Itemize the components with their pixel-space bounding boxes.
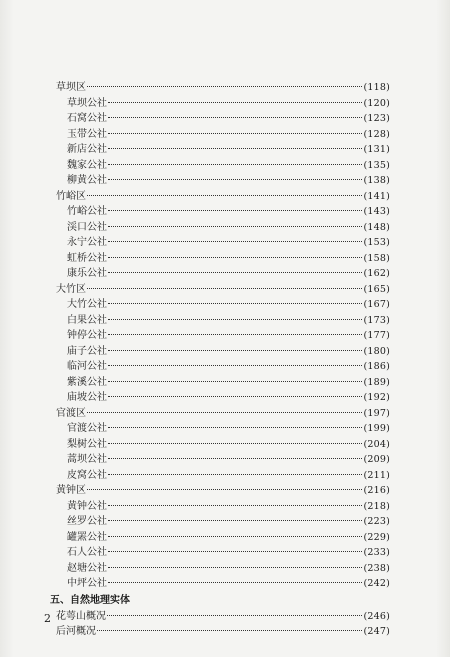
toc-entry-page: (218) bbox=[363, 500, 390, 512]
toc-entry bbox=[50, 189, 390, 205]
toc-entry-page: (233) bbox=[363, 547, 390, 558]
leader-dots bbox=[107, 615, 362, 616]
toc-entry bbox=[50, 468, 390, 484]
toc-entry-page: (199) bbox=[363, 423, 390, 434]
toc-entry bbox=[50, 266, 390, 282]
toc-entry-label: 中坪公社 bbox=[67, 578, 107, 589]
leader-dots bbox=[108, 226, 362, 227]
toc-entry-label: 永宁公社 bbox=[67, 237, 107, 248]
leader-dots bbox=[108, 303, 362, 304]
toc-entry bbox=[50, 313, 390, 329]
toc-entry-label: 白果公社 bbox=[67, 314, 107, 326]
toc-entry-label: 石人公社 bbox=[67, 547, 107, 558]
toc-entry bbox=[50, 530, 390, 546]
toc-entry-label: 庙坡公社 bbox=[67, 392, 107, 403]
toc-entry-label: 草坝区 bbox=[56, 82, 86, 93]
toc-entry bbox=[50, 80, 390, 96]
page-number: 2 bbox=[44, 612, 51, 625]
toc-entry bbox=[50, 421, 390, 437]
toc-entry-label: 花萼山概况 bbox=[56, 610, 106, 622]
toc-entry-label: 钟停公社 bbox=[67, 330, 107, 341]
toc-entry-page: (223) bbox=[363, 516, 390, 527]
leader-dots bbox=[108, 536, 362, 537]
toc-entry bbox=[50, 158, 390, 174]
toc-entry bbox=[50, 375, 390, 391]
toc-entry bbox=[50, 452, 390, 468]
toc-entry-label: 蒿坝公社 bbox=[67, 454, 107, 465]
toc-entry-label: 新店公社 bbox=[67, 144, 107, 155]
toc-entry-page: (148) bbox=[363, 221, 390, 233]
leader-dots bbox=[108, 102, 362, 103]
toc-entry-page: (138) bbox=[363, 175, 390, 186]
toc-entry-label: 柳黄公社 bbox=[67, 175, 107, 186]
toc-entry-page: (209) bbox=[363, 454, 390, 465]
toc-entry bbox=[50, 624, 390, 640]
leader-dots bbox=[108, 319, 362, 320]
leader-dots bbox=[108, 272, 362, 273]
leader-dots bbox=[108, 474, 362, 475]
toc-entry-page: (229) bbox=[363, 531, 390, 543]
toc-entry-label: 渓口公社 bbox=[67, 221, 107, 233]
toc-entry-page: (189) bbox=[363, 376, 390, 388]
leader-dots bbox=[108, 257, 362, 258]
leader-dots bbox=[108, 443, 362, 444]
toc-entry bbox=[50, 576, 390, 592]
toc-entry bbox=[50, 514, 390, 530]
toc-entry bbox=[50, 173, 390, 189]
toc-entry-page: (197) bbox=[363, 407, 390, 419]
toc-entry bbox=[50, 142, 390, 158]
toc-entries bbox=[50, 80, 390, 592]
toc-entry-label: 庙子公社 bbox=[67, 345, 107, 357]
table-of-contents bbox=[50, 80, 390, 640]
toc-entry-page: (162) bbox=[363, 268, 390, 279]
toc-entry bbox=[50, 111, 390, 127]
toc-entry bbox=[50, 483, 390, 499]
toc-entry-page: (242) bbox=[363, 578, 390, 589]
toc-entry bbox=[50, 204, 390, 220]
toc-entry-page: (177) bbox=[363, 330, 390, 341]
leader-dots bbox=[87, 412, 362, 413]
toc-entry-page: (153) bbox=[363, 237, 390, 248]
toc-entry-label: 紫溪公社 bbox=[67, 376, 107, 388]
leader-dots bbox=[108, 505, 362, 506]
toc-entry-page: (165) bbox=[363, 283, 390, 295]
toc-entry-page: (135) bbox=[363, 159, 390, 171]
toc-entry-label: 黄钟区 bbox=[56, 485, 86, 496]
toc-entry bbox=[50, 251, 390, 267]
section-entries bbox=[50, 609, 390, 640]
toc-entry-label: 虹桥公社 bbox=[67, 252, 107, 264]
leader-dots bbox=[108, 365, 362, 366]
leader-dots bbox=[108, 458, 362, 459]
section-heading: 五、自然地理实体 bbox=[50, 594, 130, 606]
leader-dots bbox=[108, 350, 362, 351]
toc-entry bbox=[50, 390, 390, 406]
toc-entry bbox=[50, 282, 390, 298]
toc-entry-page: (192) bbox=[363, 392, 390, 403]
toc-entry-page: (123) bbox=[363, 113, 390, 124]
toc-entry-page: (180) bbox=[363, 345, 390, 357]
leader-dots bbox=[108, 381, 362, 382]
leader-dots bbox=[108, 241, 362, 242]
toc-entry-page: (173) bbox=[363, 314, 390, 326]
toc-entry bbox=[50, 609, 390, 625]
toc-entry bbox=[50, 545, 390, 561]
toc-entry bbox=[50, 127, 390, 143]
toc-entry-label: 赵塘公社 bbox=[67, 562, 107, 574]
leader-dots bbox=[87, 195, 362, 196]
toc-entry-label: 玉带公社 bbox=[67, 128, 107, 140]
toc-entry bbox=[50, 235, 390, 251]
toc-entry-label: 临河公社 bbox=[67, 361, 107, 372]
toc-entry-label: 大竹区 bbox=[56, 283, 86, 295]
toc-entry-page: (247) bbox=[363, 626, 390, 637]
toc-entry-label: 康乐公社 bbox=[67, 268, 107, 279]
leader-dots bbox=[108, 164, 362, 165]
leader-dots bbox=[87, 288, 362, 289]
toc-entry bbox=[50, 499, 390, 515]
toc-entry-page: (118) bbox=[363, 82, 390, 93]
toc-entry-page: (120) bbox=[363, 97, 390, 109]
toc-entry bbox=[50, 328, 390, 344]
leader-dots bbox=[97, 630, 362, 631]
leader-dots bbox=[108, 396, 362, 397]
toc-entry bbox=[50, 437, 390, 453]
toc-entry-page: (167) bbox=[363, 299, 390, 310]
leader-dots bbox=[108, 582, 362, 583]
toc-entry-page: (143) bbox=[363, 206, 390, 217]
toc-entry-page: (158) bbox=[363, 252, 390, 264]
leader-dots bbox=[108, 551, 362, 552]
toc-entry-label: 黄钟公社 bbox=[67, 500, 107, 512]
leader-dots bbox=[108, 133, 362, 134]
toc-entry bbox=[50, 406, 390, 422]
toc-entry-page: (131) bbox=[363, 144, 390, 155]
toc-entry-label: 草坝公社 bbox=[67, 97, 107, 109]
toc-entry-label: 石窝公社 bbox=[67, 113, 107, 124]
toc-entry bbox=[50, 96, 390, 112]
toc-entry bbox=[50, 220, 390, 236]
toc-entry-label: 魏家公社 bbox=[67, 159, 107, 171]
toc-entry-page: (128) bbox=[363, 128, 390, 140]
leader-dots bbox=[108, 520, 362, 521]
toc-entry bbox=[50, 359, 390, 375]
leader-dots bbox=[87, 86, 362, 87]
leader-dots bbox=[108, 117, 362, 118]
leader-dots bbox=[108, 334, 362, 335]
toc-entry-page: (211) bbox=[363, 469, 390, 481]
toc-entry-label: 皮窝公社 bbox=[67, 469, 107, 481]
leader-dots bbox=[108, 567, 362, 568]
toc-entry-label: 竹峪区 bbox=[56, 190, 86, 202]
toc-entry-label: 罐罴公社 bbox=[67, 531, 107, 543]
leader-dots bbox=[108, 427, 362, 428]
toc-entry-page: (238) bbox=[363, 562, 390, 574]
leader-dots bbox=[108, 210, 362, 211]
toc-entry-label: 竹峪公社 bbox=[67, 206, 107, 217]
toc-entry-page: (204) bbox=[363, 438, 390, 450]
toc-entry-label: 大竹公社 bbox=[67, 299, 107, 310]
leader-dots bbox=[87, 489, 362, 490]
toc-entry-label: 官渡公社 bbox=[67, 423, 107, 434]
toc-entry-page: (141) bbox=[363, 190, 390, 202]
toc-entry-label: 梨树公社 bbox=[67, 438, 107, 450]
toc-entry-page: (186) bbox=[363, 361, 390, 372]
toc-entry bbox=[50, 561, 390, 577]
toc-entry-page: (216) bbox=[363, 485, 390, 496]
toc-entry bbox=[50, 297, 390, 313]
leader-dots bbox=[108, 179, 362, 180]
toc-entry-label: 后河概况 bbox=[56, 626, 96, 637]
toc-entry-page: (246) bbox=[363, 610, 390, 622]
leader-dots bbox=[108, 148, 362, 149]
toc-entry bbox=[50, 344, 390, 360]
toc-entry-label: 丝罗公社 bbox=[67, 516, 107, 527]
toc-entry-label: 官渡区 bbox=[56, 407, 86, 419]
